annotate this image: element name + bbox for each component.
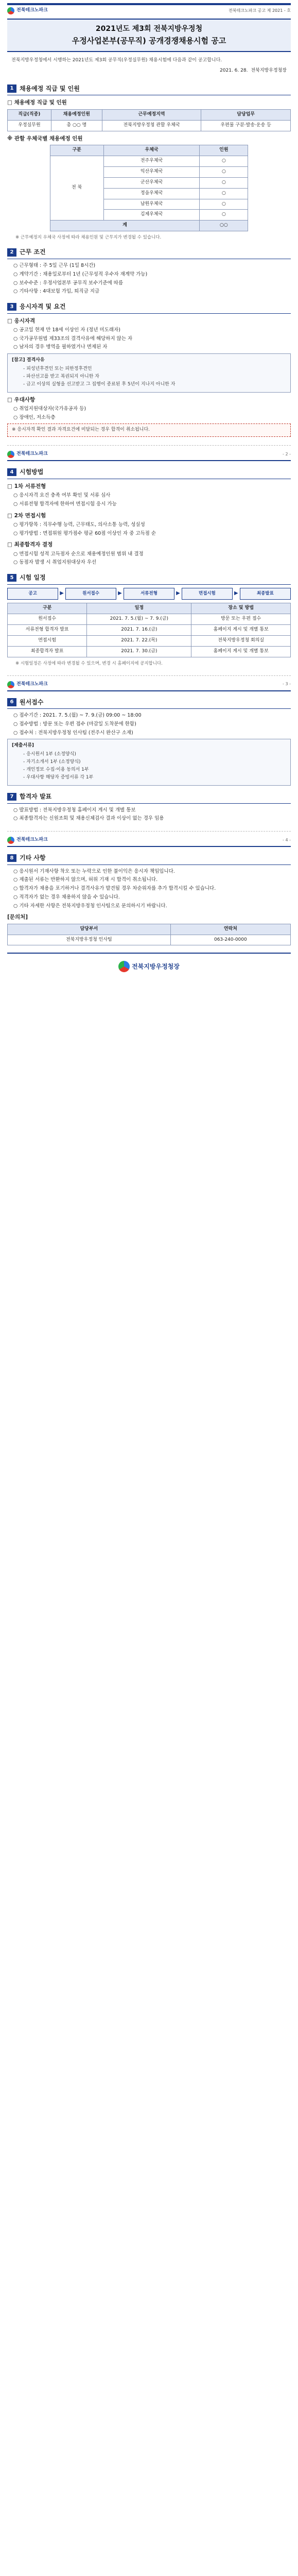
s3-sub2: □ 우대사항 [7,396,36,403]
table-row: 최종합격자 발표 2021. 7. 30.(금) 홈페이지 게시 및 개별 통보 [8,646,291,657]
page-break [7,445,291,446]
page-number: - 2 - [283,452,291,457]
table-row: 면접시험 2021. 7. 22.(목) 전북지방우정청 회의실 [8,635,291,646]
intro-text: 전북지방우정청에서 시행하는 2021년도 제3회 공무직(우정실무원) 채용시험에 다음과 같이 공고합니다. [11,57,222,63]
list-item: ○ 접수처 : 전북지방우정청 인사팀 (전주시 완산구 소재) [13,730,133,736]
list-item: - 개인정보 수집·이용 동의서 1부 [23,767,89,773]
table-row: 전 북 전주우체국 ○ [50,156,248,166]
list-item: ○ 동점자 발생 시 취업지원대상자 우선 [13,560,97,566]
list-item: ○ 합격자가 채용을 포기하거나 결격사유가 발견될 경우 차순위자를 추가 합격시킬 수 있습니다. [13,886,216,892]
footer-org [7,953,291,977]
brand-logo-icon [7,7,14,14]
list-item: - 우대사항 해당자 증빙서류 각 1부 [23,775,94,781]
th: 채용예정인원 [51,109,102,120]
list-item: - 자기소개서 1부 (소정양식) [23,759,81,765]
page-break [7,831,291,832]
list-item: ○ 장애인, 저소득층 [13,414,56,420]
list-item: ○ 국가공무원법 제33조의 결격사유에 해당하지 않는 자 [13,335,133,342]
list-item: ○ 서류전형 합격자에 한하여 면접시험 응시 가능 [13,501,117,507]
list-item: ○ 평가항목 : 직무수행 능력, 근무태도, 의사소통 능력, 성실성 [13,521,145,528]
list-item: ○ 접수방법 : 방문 또는 우편 접수 (마감일 도착분에 한함) [13,721,136,727]
recruit-table [7,109,291,131]
page-header [7,448,291,461]
intro-date: 2021. 6. 28. [220,67,248,73]
section-number: 1 [7,84,16,93]
list-item: ○ 기타 자세한 사항은 전북지방우정청 인사팀으로 문의하시기 바랍니다. [13,903,167,909]
doc-number: 전북테크노파크 공고 제 2021 - 호 [229,8,291,13]
brand-logo-icon [7,681,14,688]
flow-step: 면접시험 [182,588,233,600]
section-number: 4 [7,468,16,477]
section-2-title: 2 근무 조건 [7,247,291,259]
s4-sub2: □ 2차 면접시험 [7,512,46,519]
schedule-table: 구분 일정 장소 및 방법 원서접수 2021. 7. 5.(월) ~ 7. 9.(금) 방문 또는 우편 접수 서류전형 합격자 발표 2021. 7. 16.(금) 홈페이지 게시 및 개별 통보 면접시험 2021. 7. 22.(목) 전북지방우정청 회의실 최종합격자 발표 2021. 7. 30.(금) 홈페이지 게시 및 개별 통보 [7,603,291,657]
flow-step: 서류전형 [124,588,174,600]
list-item: - 피성년후견인 또는 피한정후견인 [23,366,92,371]
brand: 전북지방우정청장 [7,961,291,972]
document-page [0,3,298,980]
schedule-flow [7,588,291,600]
flow-step: 원서접수 [65,588,116,600]
page-number: - 4 - [283,837,291,842]
brand: 전북테크노파크 [7,837,48,844]
list-item: - 파산선고를 받고 복권되지 아니한 자 [23,374,99,379]
table-row: 서류전형 합격자 발표 2021. 7. 16.(금) 홈페이지 게시 및 개별 통보 [8,624,291,635]
table-row: 익산우체국 ○ [50,166,248,177]
section-number: 3 [7,303,16,311]
table-row: 전북지방우정청 인사팀 063-240-0000 [8,935,291,945]
section-1-title: 1 채용예정 직급 및 인원 [7,84,291,96]
list-item: ○ 응시원서 기재사항 착오 또는 누락으로 인한 불이익은 응시자 책임입니다. [13,868,175,874]
intro-footer [7,67,291,78]
contact-table: 담당부서 연락처 전북지방우정청 인사팀 063-240-0000 [7,924,291,946]
table-row: 정읍우체국 ○ [50,188,248,199]
table-row: 원서접수 2021. 7. 5.(월) ~ 7. 9.(금) 방문 또는 우편 접수 [8,614,291,624]
page-number: - 3 - [283,682,291,687]
list-item: ○ 응시자격 요건 충족 여부 확인 및 서류 심사 [13,493,111,499]
document-header [7,5,291,15]
section-7-title: 7 합격자 발표 [7,792,291,804]
intro-org: 전북지방우정청장 [251,67,287,73]
brand-logo-icon [7,451,14,458]
arrow-right-icon: ▶ [118,590,122,597]
table-row: 우정실무원 총 ○○ 명 전북지방우정청 관할 우체국 우편물 구분·발송·운송 등 [8,120,291,131]
section-number: 5 [7,574,16,582]
disqualification-box: [참고] 결격사유 - 피성년후견인 또는 피한정후견인 - 파산선고를 받고 복권되지 아니한 자 - 금고 이상의 실형을 선고받고 그 집행이 종료된 후 5년이 지나지 아니한 자 [7,353,291,393]
s1-sub2: ※ 관할 우체국별 채용예정 인원 [7,135,83,142]
table-row: 계 ○○ [50,221,248,231]
list-item: ○ 취업지원대상자(국가유공자 등) [13,405,86,412]
list-item: - 응시원서 1부 (소정양식) [23,752,76,757]
list-item: ○ 면접시험 성적 고득점자 순으로 채용예정인원 범위 내 결정 [13,551,144,557]
brand-logo-icon [118,961,130,972]
list-item: ○ 계약기간 : 채용일로부터 1년 (근무성적 우수자 재계약 가능) [13,271,148,277]
documents-box: [제출서류] - 응시원서 1부 (소정양식) - 자기소개서 1부 (소정양식) - 개인정보 수집·이용 동의서 1부 - 우대사항 해당자 증빙서류 각 1부 [7,739,291,786]
flow-step: 최종발표 [240,588,291,600]
brand: 전북테크노파크 [7,451,48,458]
section-3-title: 3 응시자격 및 요건 [7,302,291,314]
list-item: ○ 최종합격자는 신원조회 및 채용신체검사 결과 이상이 없는 경우 임용 [13,816,164,822]
s1-sub1: □ 채용예정 직급 및 인원 [7,99,67,106]
title-line-2: 우정사업본부(공무직) 공개경쟁채용시험 공고 [72,36,226,45]
list-item: ○ 기타사항 : 4대보험 가입, 퇴직금 지급 [13,289,100,295]
s1-note: ※ 근무예정지 우체국 사정에 따라 채용인원 및 근무지가 변경될 수 있습니다. [15,235,162,241]
brand-logo-icon [7,837,14,844]
list-item: ○ 공고일 현재 만 18세 이상인 자 (정년 미도래자) [13,327,120,333]
list-item: - 금고 이상의 실형을 선고받고 그 집행이 종료된 후 5년이 지나지 아니한 자 [23,381,176,387]
table-row: 김제우체국 ○ [50,210,248,221]
section-number: 8 [7,854,16,862]
table-row: 남원우체국 ○ [50,199,248,210]
list-item: ○ 보수수준 : 우정사업본부 공무직 보수기준에 따름 [13,280,124,286]
th: 담당업무 [201,109,291,120]
list-item: ○ 접수기간 : 2021. 7. 5.(월) ~ 7. 9.(금) 09:00 ~ 18:00 [13,713,142,719]
th: 직급(직종) [8,109,51,120]
section-6-title: 6 원서접수 [7,698,291,709]
s4-sub1: □ 1차 서류전형 [7,483,46,489]
title-box [7,19,291,52]
list-item: ○ 근무형태 : 주 5일 근무 (1일 8시간) [13,263,96,269]
section-5-title: 5 시험 일정 [7,573,291,585]
section-number: 2 [7,248,16,257]
brand: 전북테크노파크 [7,681,48,688]
list-item: ○ 남자의 경우 병역을 필하였거나 면제된 자 [13,344,108,350]
s5-note: ※ 시험일정은 사정에 따라 변경될 수 있으며, 변경 시 홈페이지에 공지합니다. [15,660,163,666]
title-line-1: 2021년도 제3회 전북지방우정청 [95,25,203,33]
section-number: 6 [7,698,16,706]
brand-name: 전북테크노파크 [16,8,48,13]
arrow-right-icon: ▶ [176,590,180,597]
list-item: ○ 제출된 서류는 반환하지 않으며, 허위 기재 시 합격이 취소됩니다. [13,877,158,883]
warning-box: ※ 응시자격 확인 결과 자격요건에 미달되는 경우 합격이 취소됩니다. [7,423,291,437]
arrow-right-icon: ▶ [234,590,238,597]
section-8-title: 8 기타 사항 [7,853,291,865]
list-item: ○ 발표방법 : 전북지방우정청 홈페이지 게시 및 개별 통보 [13,807,136,813]
s3-sub1: □ 응시자격 [7,317,36,324]
brand [7,7,48,14]
office-table: 구분 우체국 인원 전 북 전주우체국 ○ 익산우체국 ○ 군산우체국 ○ 정읍우체국 ○ 남원우체국 ○ 김제우체국 ○ 계 ○○ [50,145,249,232]
table-row: 군산우체국 ○ [50,177,248,188]
s4-sub3: □ 최종합격자 결정 [7,541,53,548]
page-header [7,678,291,691]
arrow-right-icon: ▶ [60,590,64,597]
section-4-title: 4 시험방법 [7,467,291,479]
list-item: ○ 평가방법 : 면접위원 평가점수 평균 60점 이상인 자 중 고득점 순 [13,530,156,536]
section-number: 7 [7,793,16,801]
list-item: ○ 적격자가 없는 경우 채용하지 않을 수 있습니다. [13,894,120,900]
flow-step: 공고 [7,588,58,600]
page-break [7,675,291,676]
contact-title: [문의처] [7,914,28,921]
page-header [7,834,291,847]
th: 근무예정지역 [102,109,201,120]
